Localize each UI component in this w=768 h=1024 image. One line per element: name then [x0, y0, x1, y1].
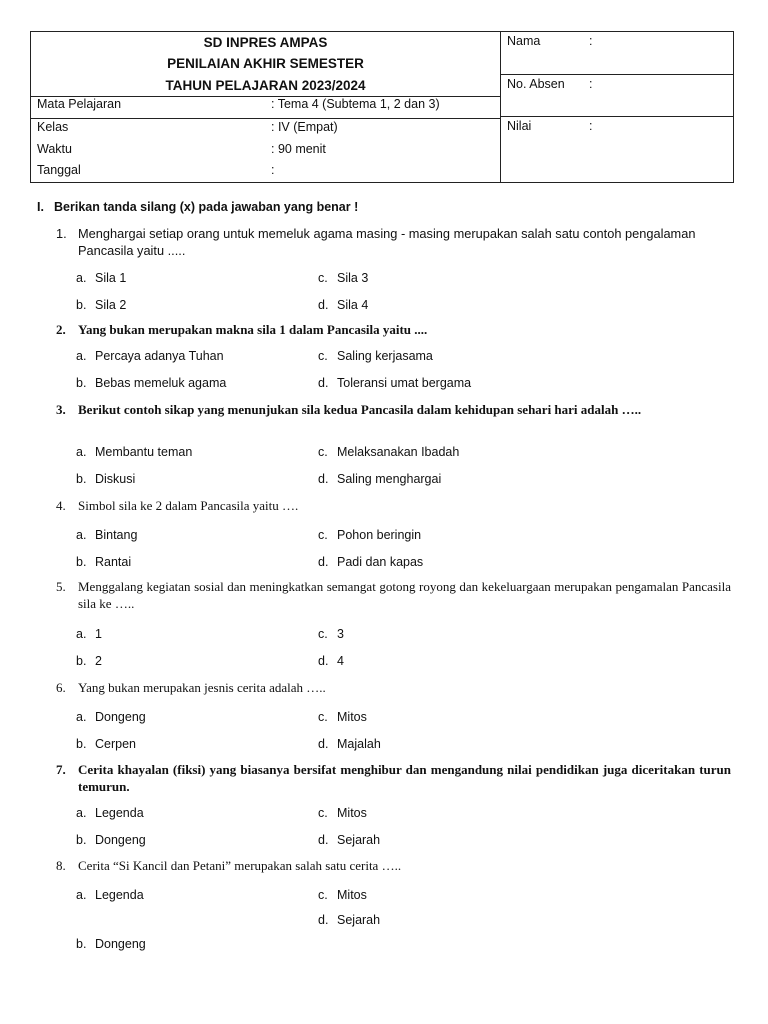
option-letter: c. — [318, 528, 328, 542]
question-text: Cerita “Si Kancil dan Petani” merupakan salah satu cerita ….. — [78, 858, 402, 873]
question-text: Menghargai setiap orang untuk memeluk agama masing - masing merupakan salah satu contoh pengalaman Pancasila yaitu ..... — [78, 226, 696, 258]
option-c[interactable] — [318, 627, 344, 641]
option-a[interactable] — [76, 445, 192, 459]
option-text: Dongeng — [95, 710, 146, 724]
school-name: SD INPRES AMPAS — [203, 35, 328, 50]
option-text: Padi dan kapas — [337, 555, 424, 569]
name-field[interactable] — [501, 32, 734, 75]
option-text: Sila 3 — [337, 271, 369, 285]
option-text: 3 — [337, 627, 344, 641]
info-value: : — [271, 163, 275, 177]
option-letter: d. — [318, 737, 329, 751]
option-a[interactable] — [76, 710, 146, 724]
option-text: Sejarah — [337, 913, 381, 927]
option-text: Bintang — [95, 528, 138, 542]
option-letter: b. — [76, 472, 87, 486]
option-text: Toleransi umat bergama — [337, 376, 472, 390]
question-number: 2. — [56, 322, 66, 337]
question-number: 8. — [56, 858, 66, 873]
option-text: Saling kerjasama — [337, 349, 433, 363]
option-d[interactable] — [318, 913, 380, 927]
header-left-panel — [31, 32, 501, 182]
option-b[interactable] — [76, 937, 146, 951]
info-value: : IV (Empat) — [271, 120, 338, 134]
question-text: Yang bukan merupakan jesnis cerita adalah ….. — [78, 680, 326, 695]
option-b[interactable] — [76, 737, 136, 751]
absen-colon: : — [589, 77, 593, 91]
info-label: Waktu — [37, 142, 72, 156]
option-letter: c. — [318, 349, 328, 363]
option-text: Cerpen — [95, 737, 136, 751]
score-field[interactable] — [501, 117, 734, 182]
option-text: Mitos — [337, 710, 367, 724]
option-text: Pohon beringin — [337, 528, 422, 542]
option-b[interactable] — [76, 298, 126, 312]
option-text: Melaksanakan Ibadah — [337, 445, 460, 459]
question-text: Menggalang kegiatan sosial dan meningkatkan semangat gotong royong dan kekeluargaan merupakan pengamalan Pancasila sila ke ….. — [78, 579, 731, 611]
option-letter: d. — [318, 376, 329, 390]
name-colon: : — [589, 34, 593, 48]
option-letter: b. — [76, 833, 87, 847]
option-letter: c. — [318, 710, 328, 724]
option-d[interactable] — [318, 472, 441, 486]
option-b[interactable] — [76, 376, 226, 390]
option-text: 2 — [95, 654, 102, 668]
option-letter: c. — [318, 806, 328, 820]
question-number: 4. — [56, 498, 66, 513]
option-a[interactable] — [76, 528, 137, 542]
option-a[interactable] — [76, 627, 102, 641]
option-c[interactable] — [318, 888, 367, 902]
option-b[interactable] — [76, 472, 135, 486]
option-text: 1 — [95, 627, 102, 641]
option-text: Sila 2 — [95, 298, 127, 312]
score-label: Nilai — [507, 119, 532, 133]
option-letter: c. — [318, 888, 328, 902]
option-letter: a. — [76, 349, 87, 363]
option-letter: c. — [318, 445, 328, 459]
question-number: 3. — [56, 402, 66, 417]
option-letter: d. — [318, 654, 329, 668]
option-d[interactable] — [318, 298, 368, 312]
divider — [31, 118, 500, 119]
info-label: Mata Pelajaran — [37, 97, 122, 111]
score-colon: : — [589, 119, 593, 133]
option-text: Mitos — [337, 888, 367, 902]
question-text: Berikut contoh sikap yang menunjukan sila kedua Pancasila dalam kehidupan sehari hari adalah ….. — [78, 402, 642, 417]
question-number: 1. — [56, 226, 67, 241]
option-b[interactable] — [76, 654, 102, 668]
info-label: Kelas — [37, 120, 69, 134]
option-text: Legenda — [95, 888, 144, 902]
option-letter: b. — [76, 376, 87, 390]
option-a[interactable] — [76, 806, 144, 820]
school-title-block — [31, 32, 500, 97]
option-d[interactable] — [318, 833, 380, 847]
name-label: Nama — [507, 34, 541, 48]
option-letter: d. — [318, 913, 329, 927]
question-text: Simbol sila ke 2 dalam Pancasila yaitu …. — [78, 498, 299, 513]
option-letter: a. — [76, 710, 87, 724]
section-number: I. — [37, 200, 44, 214]
option-d[interactable] — [318, 654, 344, 668]
option-text: Diskusi — [95, 472, 136, 486]
option-d[interactable] — [318, 737, 381, 751]
option-text: Bebas memeluk agama — [95, 376, 227, 390]
option-c[interactable] — [318, 710, 367, 724]
info-value: : Tema 4 (Subtema 1, 2 dan 3) — [271, 97, 440, 111]
option-c[interactable] — [318, 528, 421, 542]
absen-field[interactable] — [501, 75, 734, 117]
header-table — [30, 31, 734, 183]
option-letter: a. — [76, 271, 87, 285]
option-text: Saling menghargai — [337, 472, 442, 486]
option-text: Sila 4 — [337, 298, 369, 312]
option-letter: a. — [76, 627, 87, 641]
option-letter: a. — [76, 888, 87, 902]
question-number: 7. — [56, 762, 66, 777]
option-b[interactable] — [76, 555, 131, 569]
question-text: Cerita khayalan (fiksi) yang biasanya bersifat menghibur dan mengandung nilai pendidikan juga diceritakan turun temurun. — [78, 762, 731, 794]
option-text: Sejarah — [337, 833, 381, 847]
option-a[interactable] — [76, 271, 126, 285]
option-text: 4 — [337, 654, 344, 668]
option-letter: b. — [76, 937, 87, 951]
option-a[interactable] — [76, 349, 224, 363]
option-letter: c. — [318, 271, 328, 285]
option-letter: b. — [76, 555, 87, 569]
option-c[interactable] — [318, 445, 459, 459]
option-letter: b. — [76, 654, 87, 668]
instruction-text: Berikan tanda silang (x) pada jawaban yang benar ! — [54, 200, 359, 214]
option-letter: a. — [76, 445, 87, 459]
option-text: Legenda — [95, 806, 144, 820]
option-c[interactable] — [318, 806, 367, 820]
info-label: Tanggal — [37, 163, 81, 177]
option-text: Rantai — [95, 555, 132, 569]
option-c[interactable] — [318, 349, 433, 363]
option-text: Mitos — [337, 806, 367, 820]
academic-year: TAHUN PELAJARAN 2023/2024 — [165, 78, 366, 93]
option-d[interactable] — [318, 376, 471, 390]
option-letter: d. — [318, 833, 329, 847]
option-a[interactable] — [76, 888, 144, 902]
question-number: 5. — [56, 579, 66, 594]
option-letter: d. — [318, 472, 329, 486]
exam-title: PENILAIAN AKHIR SEMESTER — [167, 56, 364, 71]
option-letter: a. — [76, 528, 87, 542]
option-text: Sila 1 — [95, 271, 127, 285]
option-text: Percaya adanya Tuhan — [95, 349, 224, 363]
option-letter: d. — [318, 298, 329, 312]
question-number: 6. — [56, 680, 66, 695]
option-letter: c. — [318, 627, 328, 641]
option-text: Dongeng — [95, 833, 146, 847]
option-text: Membantu teman — [95, 445, 193, 459]
option-letter: d. — [318, 555, 329, 569]
option-letter: b. — [76, 298, 87, 312]
absen-label: No. Absen — [507, 77, 565, 91]
option-text: Dongeng — [95, 937, 146, 951]
option-b[interactable] — [76, 833, 146, 847]
option-text: Majalah — [337, 737, 381, 751]
option-letter: a. — [76, 806, 87, 820]
info-value: : 90 menit — [271, 142, 326, 156]
question-text: Yang bukan merupakan makna sila 1 dalam Pancasila yaitu .... — [78, 322, 428, 337]
option-c[interactable] — [318, 271, 368, 285]
option-d[interactable] — [318, 555, 423, 569]
option-letter: b. — [76, 737, 87, 751]
